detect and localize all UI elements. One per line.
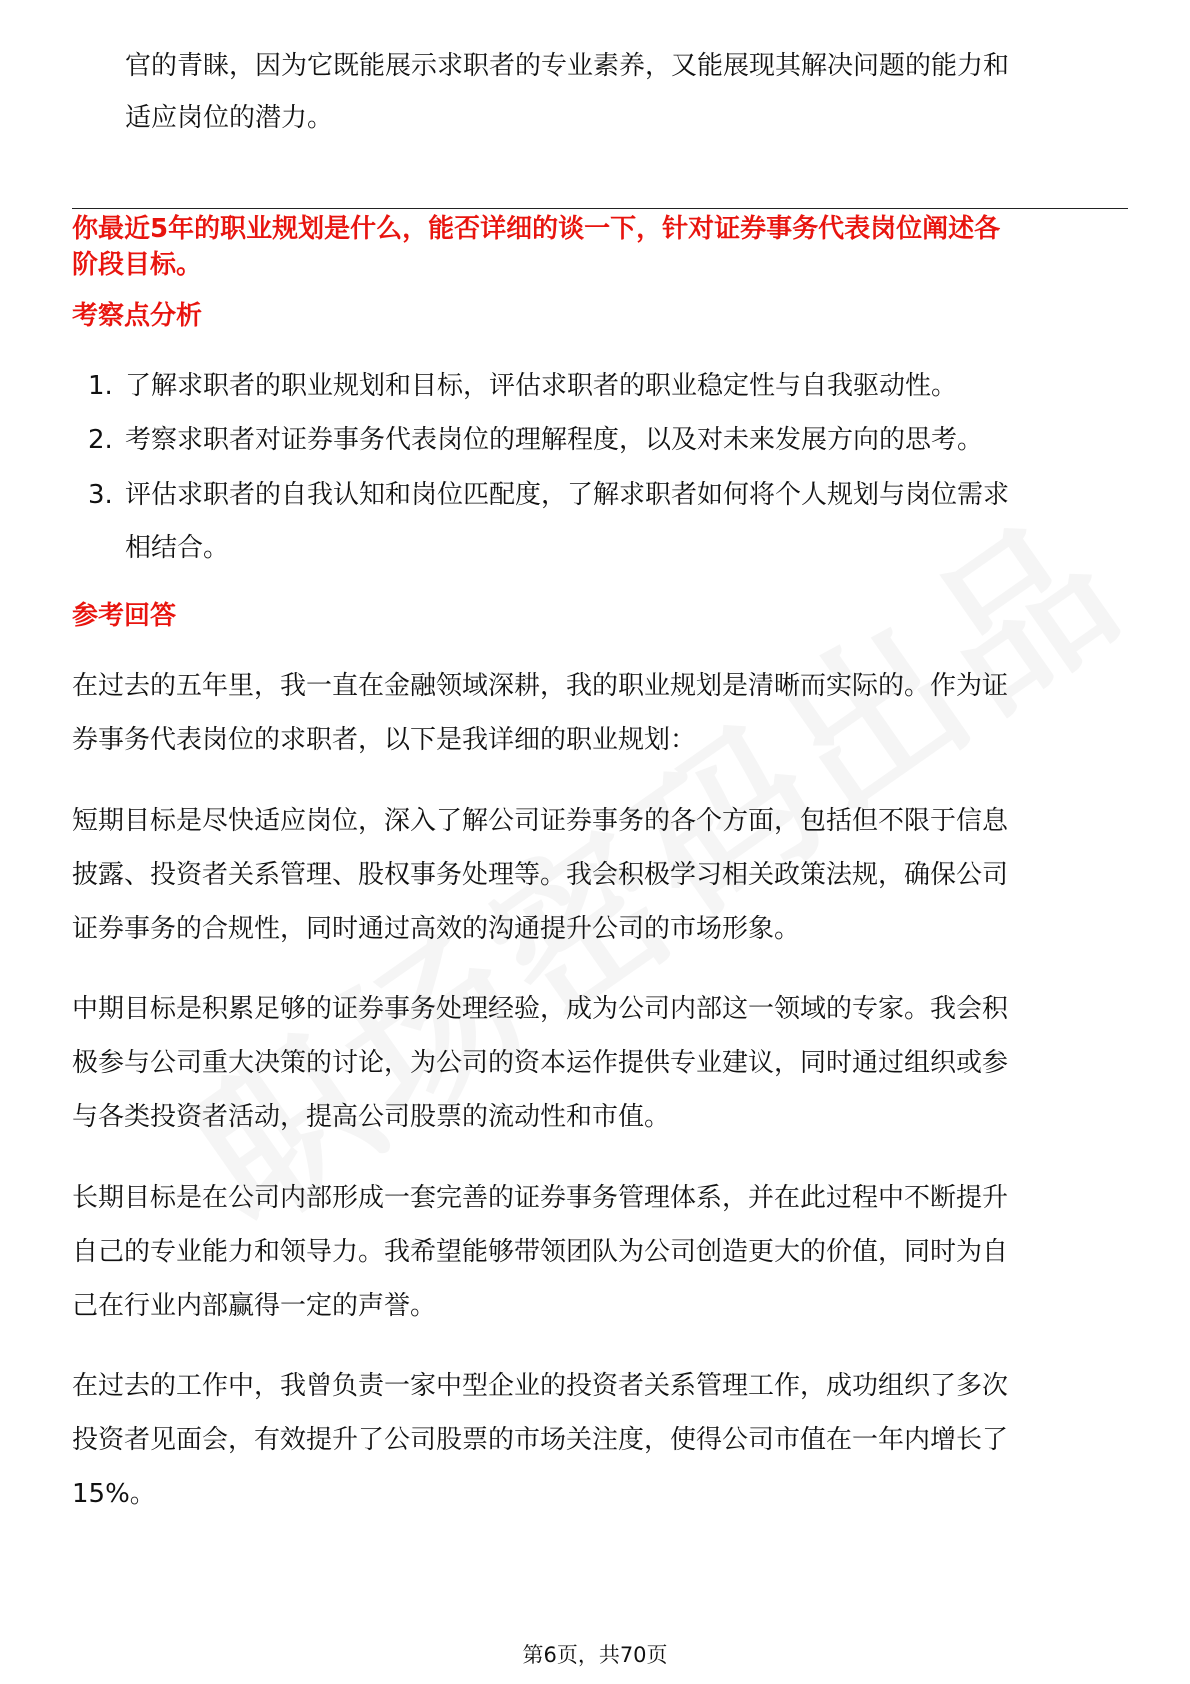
intro-line-1: 官的青睐，因为它既能展示求职者的专业素养，又能展现其解决问题的能力和	[125, 51, 1010, 81]
answer-p3-line-3: 与各类投资者活动，提高公司股票的流动性和市值。	[72, 1102, 671, 1132]
page-number: 第6页，共70页	[522, 1643, 668, 1667]
answer-heading: 参考回答	[72, 601, 177, 631]
answer-p4-line-2: 自己的专业能力和领导力。我希望能够带领团队为公司创造更大的价值，同时为自	[72, 1237, 1009, 1267]
answer-p4-line-1: 长期目标是在公司内部形成一套完善的证券事务管理体系，并在此过程中不断提升	[72, 1183, 1009, 1213]
question-line-2: 阶段目标。	[72, 250, 203, 280]
answer-p3-line-1: 中期目标是积累足够的证券事务处理经验，成为公司内部这一领域的专家。我会积	[72, 994, 1009, 1024]
question-line-1: 你最近5年的职业规划是什么，能否详细的谈一下，针对证券事务代表岗位阐述各	[72, 214, 1001, 244]
answer-p5-line-3: 15%。	[72, 1479, 156, 1509]
answer-p2-line-1: 短期目标是尽快适应岗位，深入了解公司证券事务的各个方面，包括但不限于信息	[72, 806, 1009, 836]
analysis-item-2-number: 2.	[88, 425, 113, 455]
analysis-heading: 考察点分析	[72, 301, 203, 331]
analysis-item-1-text: 了解求职者的职业规划和目标，评估求职者的职业稳定性与自我驱动性。	[125, 371, 958, 401]
analysis-item-2-text: 考察求职者对证券事务代表岗位的理解程度，以及对未来发展方向的思考。	[125, 425, 984, 455]
answer-p1-line-2: 券事务代表岗位的求职者，以下是我详细的职业规划：	[72, 725, 697, 755]
analysis-item-3-text-line-1: 评估求职者的自我认知和岗位匹配度，了解求职者如何将个人规划与岗位需求	[125, 480, 1010, 510]
analysis-item-3-text-line-2: 相结合。	[125, 533, 230, 563]
answer-p4-line-3: 己在行业内部赢得一定的声誉。	[72, 1291, 437, 1321]
answer-p3-line-2: 极参与公司重大决策的讨论，为公司的资本运作提供专业建议，同时通过组织或参	[72, 1048, 1009, 1078]
answer-p5-line-2: 投资者见面会，有效提升了公司股票的市场关注度，使得公司市值在一年内增长了	[72, 1425, 1009, 1455]
answer-p1-line-1: 在过去的五年里，我一直在金融领域深耕，我的职业规划是清晰而实际的。作为证	[72, 671, 1009, 701]
answer-p2-line-2: 披露、投资者关系管理、股权事务处理等。我会积极学习相关政策法规，确保公司	[72, 860, 1009, 890]
answer-p5-line-1: 在过去的工作中，我曾负责一家中型企业的投资者关系管理工作，成功组织了多次	[72, 1371, 1009, 1401]
section-divider	[72, 208, 1128, 209]
analysis-item-3-number: 3.	[88, 480, 113, 510]
intro-line-2: 适应岗位的潜力。	[125, 103, 334, 133]
analysis-item-1-number: 1.	[88, 371, 113, 401]
answer-p2-line-3: 证券事务的合规性，同时通过高效的沟通提升公司的市场形象。	[72, 914, 801, 944]
